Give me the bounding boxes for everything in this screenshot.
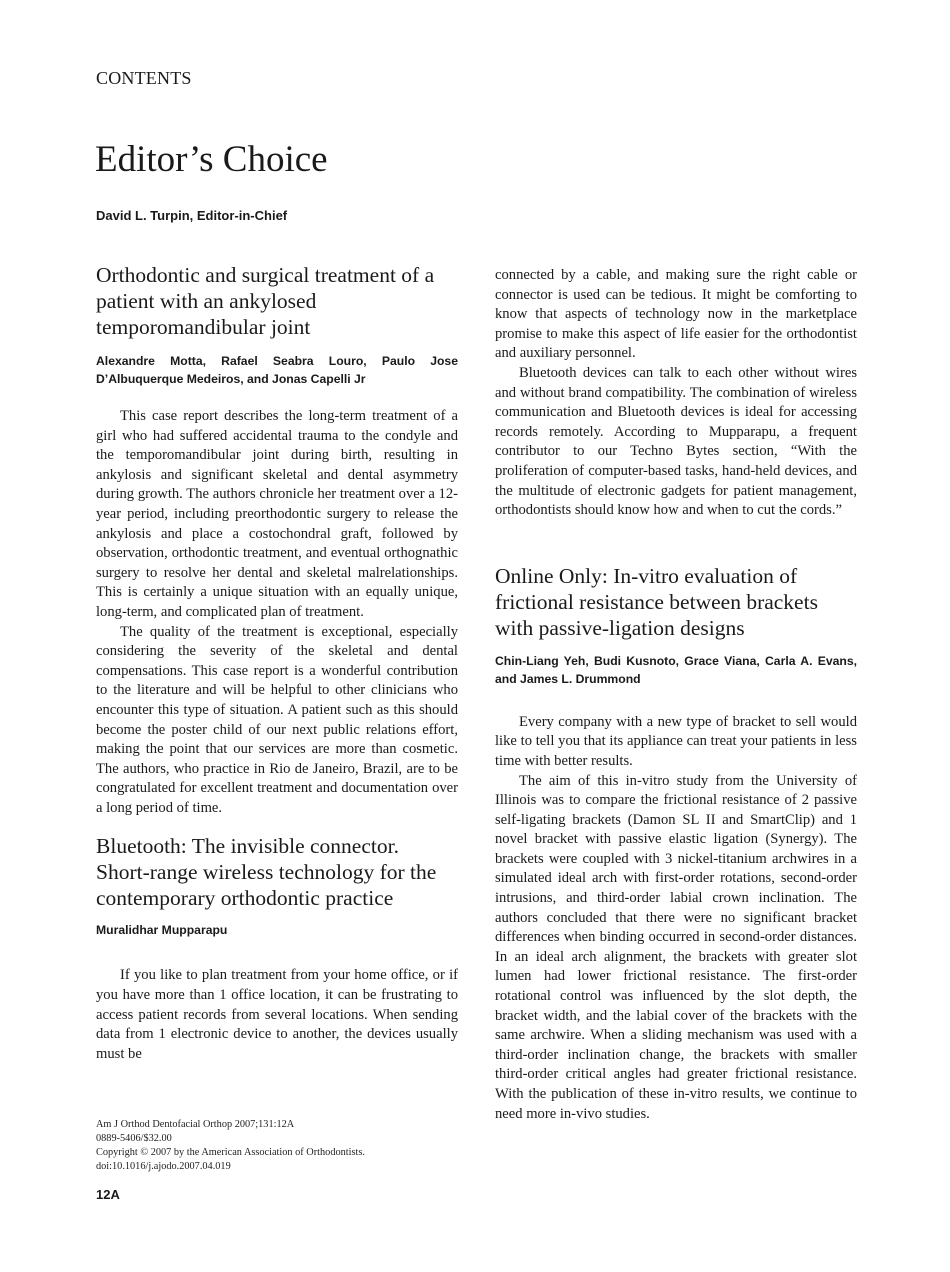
article-1 [96, 262, 458, 818]
article-paragraph: This case report describes the long-term treatment of a girl who had suffered accidental trauma to the condyle and the temporomandibular joint during birth, resulting in ankylosis and significant skeletal and dental asymmetry during growth. The authors chronicle her treatment over a 12-year period, including preorthodontic surgery to release the ankylosis and place a costochondral graft, followed by observation, orthodontic treatment, and eventual orthognathic surgery to resolve her dental and skeletal malrelationships. This is certainly a unique situation with an equally unique, long-term, and complicated plan of treatment. [96, 408, 458, 620]
page-number: 12A [96, 1187, 120, 1202]
article-2 [96, 833, 458, 1064]
article-2-continued [495, 266, 857, 521]
page-title: Editor’s Choice [95, 139, 328, 180]
citation: Am J Orthod Dentofacial Orthop 2007;131:12A [96, 1119, 295, 1130]
editor-byline: David L. Turpin, Editor-in-Chief [96, 208, 288, 223]
article-paragraph: If you like to plan treatment from your home office, or if you have more than 1 office location, it can be frustrating to access patient records from several locations. When sending data from 1 electronic device to another, the devices usually must be [96, 967, 458, 1062]
article-authors: Chin-Liang Yeh, Budi Kusnoto, Grace Viana, Carla A. Evans, and James L. Drummond [495, 653, 857, 686]
article-title: Orthodontic and surgical treatment of a patient with an ankylosed temporomandibular joint [96, 263, 435, 339]
right-column [495, 266, 857, 1124]
article-authors: Alexandre Motta, Rafael Seabra Louro, Paulo Jose D’Albuquerque Medeiros, and Jonas Capelli Jr [96, 354, 458, 386]
article-paragraph: Every company with a new type of bracket to sell would like to tell you that its appliance can treat your patients in less time with better results. [495, 713, 857, 769]
article-paragraph: connected by a cable, and making sure the right cable or connector is used can be tedious. It might be comforting to know that aspects of technology now in the marketplace promise to make this aspect of life easier for the orthodontist and auxiliary personnel. [495, 267, 857, 362]
article-paragraph: The aim of this in-vitro study from the University of Illinois was to compare the frictional resistance of 2 passive self-ligating brackets (Damon SL II and SmartClip) and 1 novel bracket with passive elastic ligation (Synergy). The brackets were coupled with 3 nickel-titanium archwires in a simulated ideal arch with first-order rotations, second-order intrusions, and third-order labial crown inclination. The authors concluded that there were no significant bracket differences when binding occurred in second-order distances. In an ideal arch alignment, the brackets with greater slot lumen had lower frictional resistance. The first-order rotational control was influenced by the slot depth, the bracket width, and the labial cover of the brackets with the same archwire. When a sliding mechanism was used with a third-order inclination change, the brackets with smaller third-order critical angles had greater frictional resistance. With the publication of these in-vitro results, we continue to need more in-vivo studies. [495, 772, 857, 1122]
article-authors: Muralidhar Mupparapu [96, 923, 228, 938]
issn-price: 0889-5406/$32.00 [96, 1133, 172, 1144]
publication-footer [96, 1118, 365, 1174]
article-title: Online Only: In-vitro evaluation of frictional resistance between brackets with passive-ligation designs [495, 563, 818, 640]
article-paragraph: Bluetooth devices can talk to each other without wires and without brand compatibility. The combination of wireless communication and Bluetooth devices is ideal for accessing records remotely. According to Mupparapu, a frequent contributor to our Techno Bytes section, “With the proliferation of computer-based tasks, hand-held devices, and the multitude of electronic gadgets for patient management, orthodontists should know how and when to cut the cords.” [495, 364, 857, 519]
section-label: CONTENTS [96, 68, 192, 88]
copyright: Copyright © 2007 by the American Association of Orthodontists. [96, 1147, 365, 1158]
article-paragraph: The quality of the treatment is exceptional, especially considering the severity of the skeletal and dental compensations. This case report is a wonderful contribution to the literature and will be helpful to other clinicians who encounter this type of situation. A patient such as this should become the poster child of our next public relations effort, making the point that our services are more than cosmetic. The authors, who practice in Rio de Janeiro, Brazil, are to be congratulated for excellent treatment and documentation over a long period of time. [96, 623, 458, 816]
left-column [96, 262, 458, 1064]
article-3 [495, 563, 857, 1124]
article-title: Bluetooth: The invisible connector. Short-range wireless technology for the contemporary orthodontic practice [96, 834, 437, 911]
doi: doi:10.1016/j.ajodo.2007.04.019 [96, 1161, 231, 1172]
